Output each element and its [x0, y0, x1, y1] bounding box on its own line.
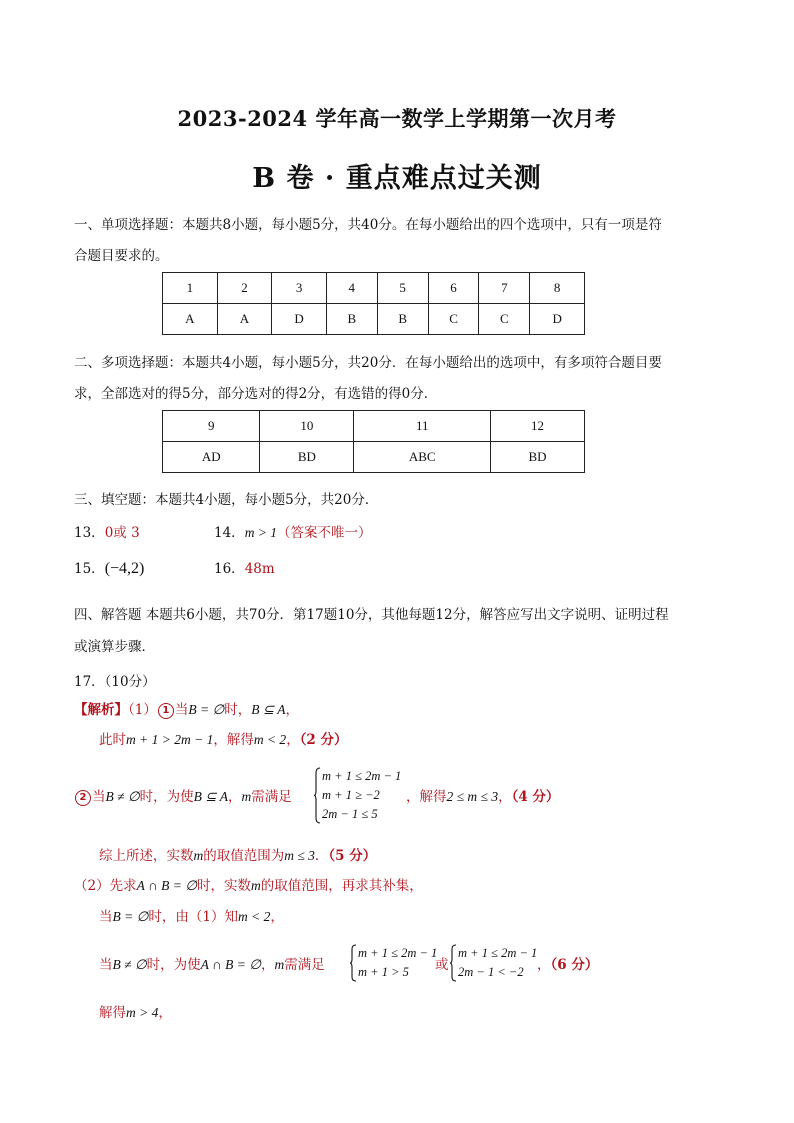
table-row-answers: [163, 304, 585, 335]
or-text: [435, 956, 449, 974]
text: 时，为使: [146, 957, 201, 973]
table-cell: 5: [377, 273, 428, 304]
q16-answer: [214, 560, 275, 578]
math: A ∩ B = ∅: [136, 878, 197, 893]
q14-answer-math: m > 1: [244, 525, 278, 540]
inequality-system-2: [349, 944, 437, 982]
page-title: 2023-2024 学年高一数学上学期第一次月考: [177, 106, 617, 131]
table-cell: 1: [163, 273, 218, 304]
math: A ∩ B = ∅: [200, 957, 262, 972]
math: 2 ≤ m ≤ 3: [446, 789, 499, 804]
text: 当: [99, 909, 113, 925]
q16-answer-text: 48m: [244, 561, 275, 577]
math: m: [274, 957, 285, 972]
solution-line-summary: [99, 847, 376, 865]
q13-number: 13．: [74, 525, 105, 541]
section2-instruction-line2: 求，全部选对的得5分，部分选对的得2分，有选错的得0分．: [74, 386, 438, 402]
circled-number-1: 1: [158, 703, 174, 719]
text: ，: [285, 702, 300, 718]
text: ，: [227, 789, 242, 805]
score-label: （5 分）: [328, 848, 377, 864]
table-row-numbers: [163, 273, 585, 304]
table-cell: 10: [260, 411, 354, 442]
text: 或: [435, 957, 449, 973]
solution-line-part2-case2-score: [537, 956, 598, 974]
table-cell: 11: [354, 411, 491, 442]
solution-line-final: [99, 1004, 172, 1022]
table-cell: 8: [530, 273, 585, 304]
q14-answer: [214, 524, 372, 542]
section4-instruction-line1: 四、解答题 本题共6小题，共70分．第17题10分，其他每题12分，解答应写出文字说明、证明过程: [74, 607, 669, 623]
text: ，: [537, 957, 551, 973]
table-cell: AD: [163, 442, 260, 473]
text: ，: [286, 732, 300, 748]
text: ，解得: [406, 789, 447, 805]
table-cell: D: [530, 304, 585, 335]
solution-line-part2: [74, 877, 423, 895]
score-label: （4 分）: [511, 789, 560, 805]
text: 的取值范围为: [203, 848, 285, 864]
q14-number: 14．: [214, 525, 245, 541]
section4-instruction-line2: 或演算步骤．: [74, 639, 155, 655]
math: B ⊆ A: [251, 702, 286, 717]
text: ，: [498, 789, 512, 805]
math: B ≠ ∅: [112, 957, 147, 972]
math: B = ∅: [112, 909, 149, 924]
solution-line-part2-case1: [99, 908, 284, 926]
math: m: [193, 848, 204, 863]
table-cell: 4: [326, 273, 377, 304]
text: 时，: [224, 702, 252, 718]
q16-number: 16．: [214, 561, 245, 577]
table-cell: B: [377, 304, 428, 335]
math: m + 1 > 2m − 1: [126, 732, 214, 747]
section2-instruction-line1: 二、多项选择题：本题共4小题，每小题5分，共20分．在每小题给出的选项中，有多项符合题目要: [74, 355, 662, 371]
section1-instruction-line2: 合题目要求的。: [74, 248, 169, 264]
inequality-system-1: [313, 767, 401, 824]
table-cell: 3: [272, 273, 327, 304]
brace-icon: [449, 944, 457, 982]
table-cell: 9: [163, 411, 260, 442]
inequality-system-3: [449, 944, 537, 982]
text: 此时: [99, 732, 126, 748]
table-cell: 6: [428, 273, 479, 304]
text: （2）先求: [74, 878, 137, 894]
inequality-row: m + 1 ≤ 2m − 1: [322, 769, 402, 783]
text: 的取值范围，再求其补集，: [260, 878, 423, 894]
q13-answer-text: 0或 3: [104, 525, 140, 541]
table-cell: A: [217, 304, 272, 335]
solution-tag: 【解析】: [74, 702, 128, 718]
text: ，: [261, 957, 275, 973]
score-label: （2 分）: [299, 732, 348, 748]
page-subtitle: B 卷 · 重点难点过关测: [252, 163, 542, 194]
solution-line-case1: [74, 701, 299, 719]
math: m: [250, 878, 261, 893]
table-cell: ABC: [354, 442, 491, 473]
inequality-row: m + 1 ≤ 2m − 1: [358, 946, 438, 960]
table-cell: C: [428, 304, 479, 335]
inequality-row: m + 1 ≥ −2: [322, 788, 380, 802]
score-label: （6 分）: [550, 957, 599, 973]
math: m: [241, 789, 252, 804]
text: 解得: [99, 1005, 126, 1021]
text: 需满足: [284, 957, 325, 973]
solution-line-case2-result: [406, 788, 559, 806]
table-cell: A: [163, 304, 218, 335]
brace-icon: [349, 944, 357, 982]
math: m < 2: [237, 909, 271, 924]
text: ，: [270, 909, 284, 925]
brace-icon: [313, 767, 321, 824]
section1-instruction-line1: 一、单项选择题：本题共8小题，每小题5分，共40分。在每小题给出的四个选项中，只有一项是符: [74, 217, 662, 233]
math: m < 2: [253, 732, 287, 747]
math: m > 4: [126, 1005, 159, 1020]
table-cell: 7: [479, 273, 530, 304]
text: 时，为使: [139, 789, 194, 805]
solution-line-case2: [74, 788, 292, 806]
text: 当: [92, 789, 106, 805]
text: 当: [174, 702, 189, 718]
part1-label: （1）: [128, 702, 157, 718]
circled-number-2: 2: [75, 790, 91, 806]
q14-answer-note: （答案不唯一）: [277, 525, 372, 541]
text: 时，由（1）知: [148, 909, 238, 925]
inequality-row: 2m − 1 ≤ 5: [322, 807, 378, 821]
q15-answer-text: (−4,2): [104, 560, 145, 577]
inequality-row: 2m − 1 < −2: [458, 965, 524, 979]
table-cell: BD: [491, 442, 585, 473]
table-cell: BD: [260, 442, 354, 473]
text: 时，实数: [196, 878, 251, 894]
q13-answer: [74, 524, 140, 542]
table-cell: 12: [491, 411, 585, 442]
q17-header: 17．（10分）: [74, 674, 156, 690]
q15-number: 15．: [74, 561, 105, 577]
math: B ⊆ A: [193, 789, 228, 804]
math: B = ∅: [188, 702, 225, 717]
section3-instruction: 三、填空题：本题共4小题，每小题5分，共20分．: [74, 492, 379, 508]
text: 需满足: [251, 789, 292, 805]
text: ，解得: [213, 732, 254, 748]
solution-line-case1-result: [99, 731, 348, 749]
math: B ≠ ∅: [105, 789, 140, 804]
single-choice-answer-table: [162, 272, 585, 335]
solution-line-part2-case2: [99, 956, 325, 974]
q15-answer: [74, 560, 144, 578]
text: 综上所述，实数: [99, 848, 194, 864]
table-cell: B: [326, 304, 377, 335]
inequality-row: m + 1 > 5: [358, 965, 409, 979]
text: ．: [314, 848, 329, 864]
table-row-numbers: [163, 411, 585, 442]
table-cell: C: [479, 304, 530, 335]
inequality-row: m + 1 ≤ 2m − 1: [458, 946, 538, 960]
math: m ≤ 3: [284, 848, 315, 863]
table-cell: 2: [217, 273, 272, 304]
text: 当: [99, 957, 113, 973]
table-cell: D: [272, 304, 327, 335]
table-row-answers: [163, 442, 585, 473]
text: ，: [158, 1005, 172, 1021]
multiple-choice-answer-table: [162, 410, 585, 473]
